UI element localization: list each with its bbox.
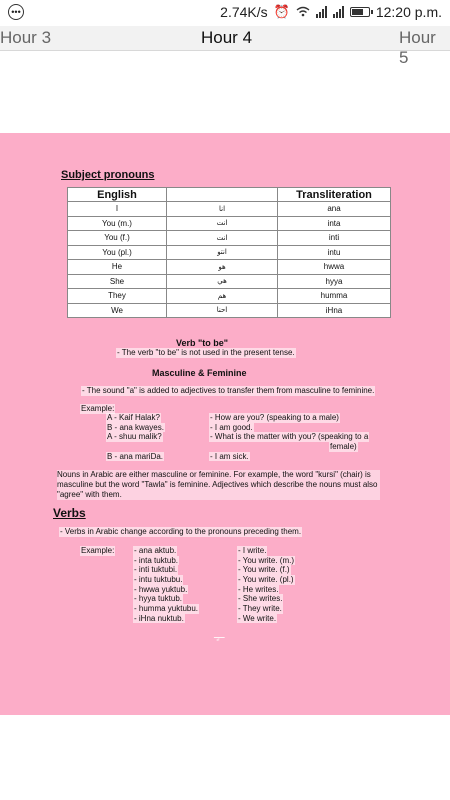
table-cell: She (68, 274, 167, 289)
verb-line: - We write. (238, 613, 277, 623)
table-row (68, 231, 391, 246)
verb-line: - I write. (238, 546, 267, 555)
verb-line: - hwwa yuktub. (134, 584, 188, 594)
table-cell: انت (167, 216, 278, 231)
verb-line: - hyya tuktub. (134, 594, 183, 604)
verb-to-be-heading: Verb "to be" (176, 338, 229, 348)
clock: 12:20 p.m. (375, 4, 442, 20)
verb-line: - ana aktub. (134, 546, 177, 555)
verbs-example-label: Example: (81, 546, 115, 555)
examples-right (209, 413, 379, 461)
table-cell: انت (167, 231, 278, 246)
example-line: A - Kaif Halak? (107, 413, 160, 422)
table-cell: انا (167, 202, 278, 217)
table-row (68, 216, 391, 231)
example-line (106, 442, 108, 452)
verb-line: - You write. (f.) (238, 565, 290, 575)
table-row (68, 289, 391, 304)
table-cell: hwwa (278, 260, 391, 275)
verbs-heading: Verbs (53, 506, 86, 520)
verb-to-be-text: - The verb "to be" is not used in the present tense. (117, 348, 295, 357)
table-row (68, 303, 391, 318)
example-line: - I am good. (210, 422, 253, 432)
table-row (68, 202, 391, 217)
verb-line: - She writes. (238, 594, 283, 604)
example-label: Example: (81, 404, 115, 413)
table-cell: You (f.) (68, 231, 167, 246)
wifi-icon (296, 5, 310, 20)
status-bar (0, 0, 450, 26)
arabic-signature-mark: ـــٍـ (214, 631, 225, 641)
tab-hour-3[interactable]: Hour 3 (0, 28, 52, 47)
table-cell: hyya (278, 274, 391, 289)
table-cell: He (68, 260, 167, 275)
table-cell: احنا (167, 303, 278, 318)
verb-line: - iHna nuktub. (134, 613, 184, 623)
masc-fem-text: - The sound "a" is added to adjectives to transfer them from masculine to feminine. (82, 386, 375, 395)
table-cell: inti (278, 231, 391, 246)
verbs-text: - Verbs in Arabic change according to the pronouns preceding them. (60, 527, 302, 536)
nouns-paragraph: Nouns in Arabic are either masculine or feminine. For example, the word "kursi" (chair) is masculine but the word "Tawla" is feminine. Adjectives which describe the nouns must also "agree" with them. (57, 470, 380, 500)
table-cell: iHna (278, 303, 391, 318)
signal-icon (333, 6, 344, 18)
table-header: English (68, 188, 167, 202)
verb-line: - You write. (pl.) (238, 575, 294, 585)
table-cell: هو (167, 260, 278, 275)
table-cell: intu (278, 245, 391, 260)
example-line: B - ana kwayes. (107, 422, 164, 432)
table-header: Transliteration (278, 188, 391, 202)
verbs-right (237, 546, 295, 624)
verb-line: - intu tuktubu. (134, 575, 183, 585)
examples-left (106, 413, 165, 461)
table-row (68, 274, 391, 289)
pronouns-table (67, 187, 391, 318)
table-cell: You (m.) (68, 216, 167, 231)
verb-line: - inti tuktubi. (134, 565, 178, 575)
subject-pronouns-heading: Subject pronouns (61, 169, 155, 181)
table-cell: I (68, 202, 167, 217)
table-cell: You (pl.) (68, 245, 167, 260)
verb-line: - humma yuktubu. (134, 604, 199, 614)
menu-dots-icon: ••• (8, 4, 24, 20)
table-cell: humma (278, 289, 391, 304)
table-cell: هي (167, 274, 278, 289)
table-cell: inta (278, 216, 391, 231)
alarm-icon: ⏰ (273, 4, 290, 19)
table-row (68, 260, 391, 275)
example-line: - I am sick. (210, 451, 249, 461)
verb-line: - They write. (238, 604, 282, 614)
table-header-row (68, 188, 391, 202)
table-cell: انتو (167, 245, 278, 260)
example-line: - How are you? (speaking to a male) (210, 413, 339, 422)
battery-icon (350, 7, 370, 17)
tab-bar (0, 26, 450, 67)
signal-icon (316, 6, 327, 18)
example-line: B - ana mariDa. (107, 451, 164, 461)
table-cell: ana (278, 202, 391, 217)
verb-line: - He writes. (238, 584, 279, 594)
network-speed: 2.74K/s (220, 4, 268, 20)
table-row (68, 245, 391, 260)
table-cell: They (68, 289, 167, 304)
tab-hour-4[interactable]: Hour 4 (201, 28, 253, 47)
table-cell: هم (167, 289, 278, 304)
table-header (167, 188, 278, 202)
example-line: female) (330, 442, 357, 452)
example-line: - What is the matter with you? (speaking to a (210, 432, 369, 442)
masc-fem-heading: Masculine & Feminine (152, 368, 247, 378)
example-line: A - shuu malik? (107, 432, 162, 442)
verbs-left (133, 546, 199, 624)
table-cell: We (68, 303, 167, 318)
document-page (0, 133, 450, 715)
verb-line: - inta tuktub. (134, 555, 179, 565)
tab-hour-5[interactable]: Hour 5 (399, 28, 436, 67)
verb-line: - You write. (m.) (238, 555, 295, 565)
